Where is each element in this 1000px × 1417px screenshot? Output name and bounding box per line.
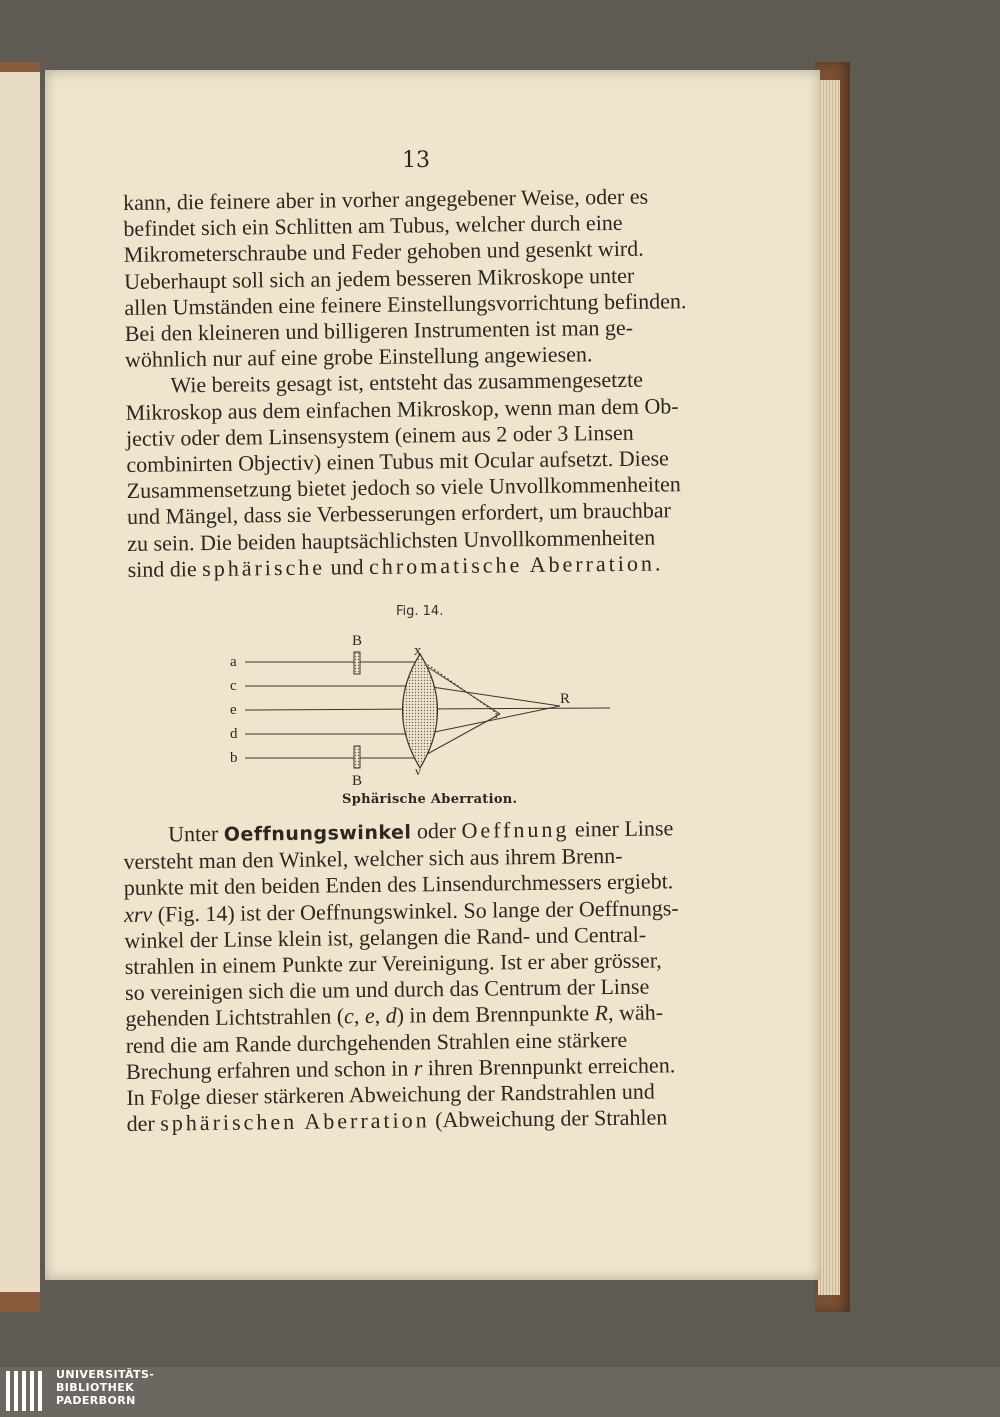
italic-term: d bbox=[385, 1003, 397, 1029]
text-line: kann, die feinere aber in vorher angegebener Weise, oder es bbox=[123, 183, 649, 215]
text-line: Bei den kleineren und billigeren Instrumenten ist man ge- bbox=[124, 314, 634, 347]
text-span: der bbox=[126, 1110, 155, 1137]
figure-label: Fig. 14. bbox=[396, 604, 444, 619]
refracted-ray-upper-central bbox=[425, 686, 560, 706]
library-name-line: PADERBORN bbox=[56, 1394, 136, 1407]
text-block-top bbox=[123, 183, 718, 583]
label-a: a bbox=[230, 654, 237, 670]
text-line: Mikroskop aus dem einfachen Mikroskop, wenn man dem Ob- bbox=[125, 392, 679, 425]
text-span: oder bbox=[416, 817, 457, 844]
text-line: strahlen in einem Punkte zur Vereinigung. Ist er aber grösser, bbox=[124, 947, 662, 980]
text-line: befindet sich ein Schlitten am Tubus, welcher durch eine bbox=[123, 210, 623, 242]
text-span: (Fig. 14) ist der Oeffnungswinkel. So lange der Oeffnungs- bbox=[157, 894, 679, 927]
text-line: combinirten Objectiv) einen Tubus mit Ocular aufsetzt. Diese bbox=[126, 445, 670, 478]
label-R: R bbox=[560, 691, 571, 707]
text-span: sind die bbox=[127, 555, 197, 582]
label-B-top: B bbox=[352, 633, 363, 649]
label-B-bottom: B bbox=[352, 773, 363, 788]
page-stack-edges bbox=[818, 80, 840, 1295]
figure-caption: Sphärische Aberration. bbox=[342, 792, 518, 807]
text-line: zu sein. Die beiden hauptsächlichsten Unvollkommenheiten bbox=[127, 524, 656, 556]
refracted-ray-lower-central bbox=[425, 706, 560, 734]
library-logo-icon bbox=[5, 1369, 51, 1413]
library-name-line: BIBLIOTHEK bbox=[56, 1381, 135, 1394]
spaced-term: sphärischen Aberration bbox=[160, 1107, 430, 1136]
text-line: versteht man den Winkel, welcher sich aus ihrem Brenn- bbox=[123, 843, 623, 875]
italic-term: r bbox=[413, 1055, 423, 1081]
label-x: x bbox=[414, 643, 422, 659]
text-span: Brechung erfahren und schon in bbox=[125, 1055, 409, 1084]
italic-term: R bbox=[594, 1000, 609, 1026]
text-block-bottom bbox=[123, 815, 717, 1138]
diaphragm-top bbox=[354, 652, 360, 674]
text-line: winkel der Linse klein ist, gelangen die Rand- und Central- bbox=[124, 921, 647, 953]
diaphragm-bottom bbox=[354, 746, 360, 768]
text-line: In Folge dieser stärkeren Abweichung der Randstrahlen und bbox=[126, 1078, 655, 1111]
label-d: d bbox=[230, 726, 238, 742]
text-span: , bbox=[353, 1003, 366, 1029]
text-line: so vereinigen sich die um und durch das Centrum der Linse bbox=[124, 973, 650, 1006]
library-name-line: UNIVERSITÄTS- bbox=[56, 1368, 155, 1381]
text-line: rend die am Rande durchgehenden Strahlen eine stärkere bbox=[125, 1026, 628, 1058]
spaced-term: chromatische Aberration. bbox=[368, 550, 664, 579]
bold-term: Oeffnungswinkel bbox=[223, 821, 412, 846]
text-line: allen Umständen eine feinere Einstellungsvorrichtung befinden. bbox=[124, 287, 687, 320]
label-v: v bbox=[415, 764, 421, 778]
spaced-term: Oeffnung bbox=[461, 816, 570, 843]
text-line: Wie bereits gesagt ist, entsteht das zusammengesetzte bbox=[170, 367, 644, 398]
label-r: r bbox=[495, 710, 499, 721]
text-line: Zusammensetzung bietet jedoch so viele Unvollkommenheiten bbox=[126, 471, 681, 504]
page-number: 13 bbox=[402, 148, 430, 173]
italic-term: xrv bbox=[123, 901, 153, 927]
left-page-edge bbox=[0, 72, 40, 1292]
label-b: b bbox=[230, 750, 238, 766]
text-span: Unter bbox=[167, 820, 219, 847]
text-span: , bbox=[374, 1003, 386, 1029]
text-span: gehenden Lichtstrahlen ( bbox=[125, 1003, 345, 1032]
text-line: und Mängel, dass sie Verbesserungen erfordert, um brauchbar bbox=[126, 497, 672, 530]
text-span: ihren Brennpunkt erreichen. bbox=[427, 1052, 676, 1081]
library-name bbox=[56, 1368, 154, 1407]
label-e: e bbox=[230, 702, 237, 718]
italic-term: e bbox=[364, 1003, 375, 1029]
text-line: Mikrometerschraube und Feder gehoben und gesenkt wird. bbox=[123, 236, 644, 268]
text-span: einer Linse bbox=[574, 815, 674, 842]
spaced-term: sphärische bbox=[202, 554, 326, 581]
text-line: wöhnlich nur auf eine grobe Einstellung angewiesen. bbox=[124, 341, 593, 373]
text-span: ) in dem Brennpunkte bbox=[396, 1000, 595, 1029]
italic-term: c bbox=[343, 1003, 355, 1029]
text-span: , wäh- bbox=[607, 999, 664, 1026]
label-c: c bbox=[230, 678, 237, 694]
text-span: und bbox=[330, 553, 364, 580]
text-line: jectiv oder dem Linsensystem (einem aus 2 oder 3 Linsen bbox=[125, 419, 634, 451]
text-line: punkte mit den beiden Enden des Linsendurchmessers ergiebt. bbox=[123, 868, 674, 901]
text-line: Ueberhaupt soll sich an jedem besseren Mikroskope unter bbox=[123, 262, 635, 294]
text-span: (Abweichung der Strahlen bbox=[435, 1104, 668, 1133]
spherical-aberration-figure bbox=[225, 628, 625, 788]
